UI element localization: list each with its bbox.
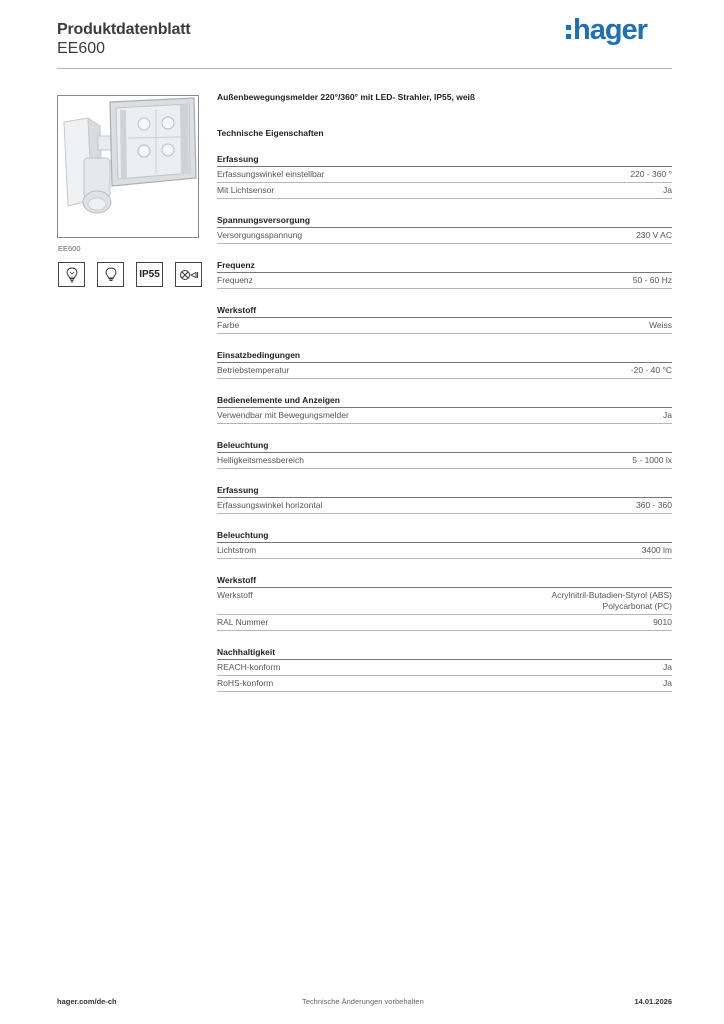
spec-value: 50 - 60 Hz xyxy=(632,275,672,285)
page-subtitle: EE600 xyxy=(57,40,106,57)
section-heading: Frequenz xyxy=(217,260,672,273)
spec-value xyxy=(552,590,672,612)
spec-value: -20 - 40 °C xyxy=(630,365,672,375)
spec-value: Ja xyxy=(663,410,672,420)
spec-label: Lichtstrom xyxy=(217,545,257,555)
section-heading: Erfassung xyxy=(217,154,672,167)
spec-row xyxy=(217,183,672,199)
logo-text: hager xyxy=(573,14,647,46)
section-heading: Spannungsversorgung xyxy=(217,215,672,228)
spec-row xyxy=(217,318,672,334)
image-caption: EE600 xyxy=(58,244,81,253)
spec-label: Verwendbar mit Bewegungsmelder xyxy=(217,410,349,420)
bulb-outline-icon xyxy=(58,262,85,287)
spec-label: RAL Nummer xyxy=(217,617,269,627)
spec-row xyxy=(217,543,672,559)
spec-value: Ja xyxy=(663,662,672,672)
spec-row xyxy=(217,660,672,676)
spec-value: 3400 lm xyxy=(641,545,672,555)
section-heading: Einsatzbedingungen xyxy=(217,350,672,363)
spec-value-line: Polycarbonat (PC) xyxy=(602,601,672,611)
spec-label: Mit Lichtsensor xyxy=(217,185,275,195)
spec-value: Ja xyxy=(663,185,672,195)
spec-section xyxy=(217,440,672,469)
spec-row xyxy=(217,588,672,615)
section-heading: Werkstoff xyxy=(217,575,672,588)
spec-label: Werkstoff xyxy=(217,590,253,600)
spec-label: Farbe xyxy=(217,320,240,330)
spec-label: RoHS-konform xyxy=(217,678,274,688)
spec-row xyxy=(217,615,672,631)
spec-value: Ja xyxy=(663,678,672,688)
spec-section xyxy=(217,260,672,289)
spec-value-line: Acrylnitril-Butadien-Styrol (ABS) xyxy=(551,590,672,600)
spec-section xyxy=(217,575,672,631)
feature-icons xyxy=(58,262,202,287)
product-title: Außenbewegungsmelder 220°/360° mit LED- Strahler, IP55, weiß xyxy=(217,92,476,102)
spec-label: Erfassungswinkel horizontal xyxy=(217,500,323,510)
spec-value: Weiss xyxy=(649,320,672,330)
spec-section xyxy=(217,350,672,379)
spec-label: REACH-konform xyxy=(217,662,281,672)
footer-website-link[interactable]: hager.com/de-ch xyxy=(57,997,117,1006)
footer-date: 14.01.2026 xyxy=(634,997,672,1006)
spec-section xyxy=(217,647,672,692)
spec-sheet xyxy=(217,92,672,692)
spec-value: 220 - 360 ° xyxy=(630,169,672,179)
logo-dots xyxy=(566,25,571,39)
spec-row xyxy=(217,498,672,514)
spec-section xyxy=(217,305,672,334)
spec-section xyxy=(217,395,672,424)
page-title: Produktdatenblatt xyxy=(57,21,191,38)
spec-label: Frequenz xyxy=(217,275,253,285)
header-divider xyxy=(57,68,672,69)
lamp-symbol-icon xyxy=(175,262,202,287)
spec-row xyxy=(217,676,672,692)
product-image xyxy=(57,95,199,238)
spec-section xyxy=(217,485,672,514)
section-heading: Erfassung xyxy=(217,485,672,498)
spec-row xyxy=(217,228,672,244)
motion-detector-illustration xyxy=(58,96,198,237)
spec-section xyxy=(217,154,672,199)
spec-value: 360 - 360 xyxy=(636,500,672,510)
section-heading: Beleuchtung xyxy=(217,440,672,453)
spec-label: Betriebstemperatur xyxy=(217,365,290,375)
specs-title: Technische Eigenschaften xyxy=(217,128,324,138)
spec-label: Versorgungsspannung xyxy=(217,230,303,240)
section-heading: Nachhaltigkeit xyxy=(217,647,672,660)
bulb-icon xyxy=(97,262,124,287)
spec-row xyxy=(217,273,672,289)
spec-label: Helligkeitsmessbereich xyxy=(217,455,304,465)
hager-logo[interactable] xyxy=(566,14,647,48)
spec-row xyxy=(217,363,672,379)
spec-section xyxy=(217,530,672,559)
spec-label: Erfassungswinkel einstellbar xyxy=(217,169,325,179)
spec-row xyxy=(217,167,672,183)
section-heading: Bedienelemente und Anzeigen xyxy=(217,395,672,408)
section-heading: Werkstoff xyxy=(217,305,672,318)
spec-value: 5 - 1000 lx xyxy=(632,455,672,465)
spec-section xyxy=(217,215,672,244)
spec-row xyxy=(217,453,672,469)
footer-disclaimer: Technische Änderungen vorbehalten xyxy=(302,997,424,1006)
ip55-badge: IP55 xyxy=(136,262,163,287)
spec-value: 9010 xyxy=(653,617,672,627)
spec-row xyxy=(217,408,672,424)
spec-value: 230 V AC xyxy=(636,230,672,240)
section-heading: Beleuchtung xyxy=(217,530,672,543)
